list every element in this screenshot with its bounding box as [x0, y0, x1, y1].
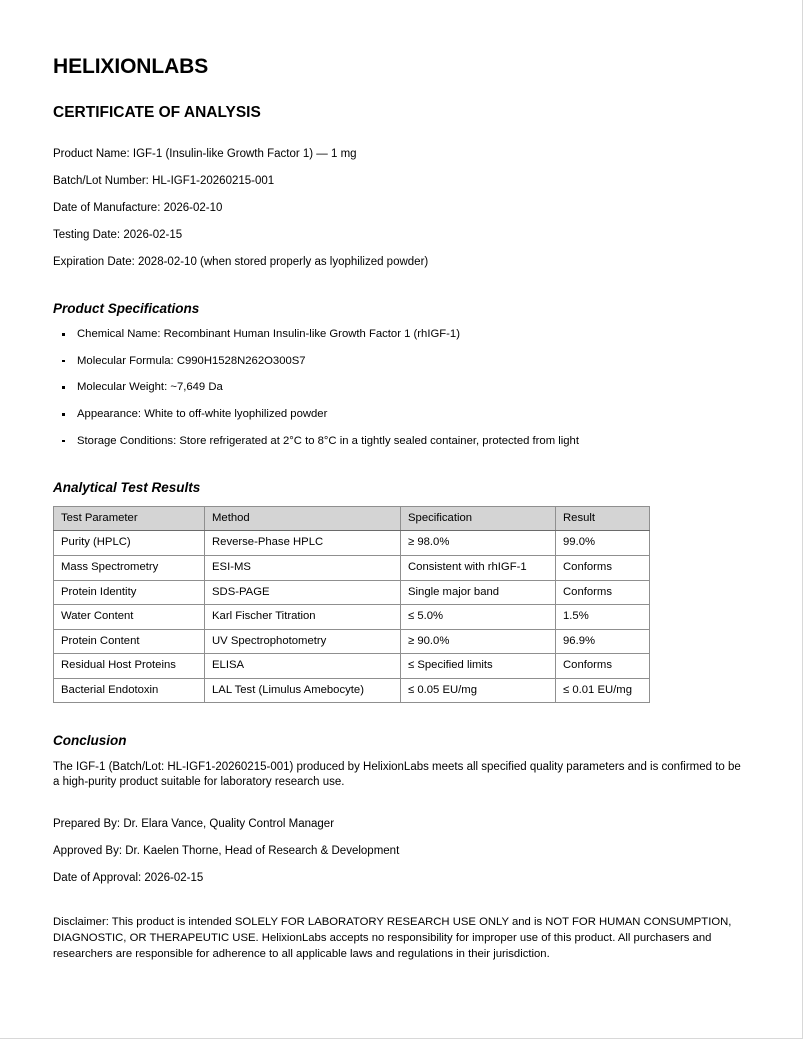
approved-by: Approved By: Dr. Kaelen Thorne, Head of Research & Development [53, 845, 400, 858]
signoff-list [53, 817, 750, 885]
column-header: Result [556, 506, 650, 531]
table-cell: SDS-PAGE [205, 580, 401, 605]
table-cell: Reverse-Phase HPLC [205, 531, 401, 556]
conclusion-text: The IGF-1 (Batch/Lot: HL-IGF1-20260215-001) produced by HelixionLabs meets all specified quality parameters and is confirmed to be a high-purity product suitable for laboratory research use. [53, 760, 741, 789]
analytical-test-results-table [53, 506, 650, 703]
company-name: HELIXIONLABS [53, 55, 209, 78]
table-cell: ≤ Specified limits [401, 654, 556, 679]
table-cell: 96.9% [556, 629, 650, 654]
table-cell: Karl Fischer Titration [205, 605, 401, 630]
document-body [53, 55, 750, 962]
list-item: Storage Conditions: Store refrigerated at 2°C to 8°C in a tightly sealed container, protected from light [53, 434, 750, 448]
product-info-item: Product Name: IGF-1 (Insulin-like Growth Factor 1) — 1 mg [53, 148, 357, 161]
table-cell: Protein Identity [54, 580, 205, 605]
list-item: Molecular Formula: C990H1528N262O300S7 [53, 354, 750, 368]
product-info-item: Expiration Date: 2028-02-10 (when stored properly as lyophilized powder) [53, 255, 429, 268]
table-header-row [54, 506, 650, 531]
table-cell: Water Content [54, 605, 205, 630]
section-heading-conclusion: Conclusion [53, 733, 127, 749]
table-cell: ≤ 0.01 EU/mg [556, 678, 650, 703]
table-cell: Protein Content [54, 629, 205, 654]
table-cell: Purity (HPLC) [54, 531, 205, 556]
page-title: CERTIFICATE OF ANALYSIS [53, 104, 261, 122]
table-cell: Conforms [556, 580, 650, 605]
table-row [54, 629, 650, 654]
column-header: Method [205, 506, 401, 531]
table-row [54, 654, 650, 679]
table-cell: 1.5% [556, 605, 650, 630]
table-cell: ≥ 90.0% [401, 629, 556, 654]
section-heading-product-specifications: Product Specifications [53, 301, 200, 317]
table-cell: ESI-MS [205, 556, 401, 581]
table-cell: Single major band [401, 580, 556, 605]
list-item: Appearance: White to off-white lyophilized powder [53, 407, 750, 421]
product-info-list [53, 147, 750, 269]
column-header: Specification [401, 506, 556, 531]
table-cell: Residual Host Proteins [54, 654, 205, 679]
table-cell: Conforms [556, 654, 650, 679]
product-info-item: Batch/Lot Number: HL-IGF1-20260215-001 [53, 175, 275, 188]
table-row [54, 605, 650, 630]
product-info-item: Testing Date: 2026-02-15 [53, 228, 183, 241]
list-item: Chemical Name: Recombinant Human Insulin-like Growth Factor 1 (rhIGF-1) [53, 327, 750, 341]
disclaimer-text: Disclaimer: This product is intended SOLELY FOR LABORATORY RESEARCH USE ONLY and is NOT FOR HUMAN CONSUMPTION, DIAGNOSTIC, OR THERAPEUTIC USE. HelixionLabs accepts no responsibility for improper use of this product. All purchasers and researchers are responsible for adherence to all applicable laws and regulations in their jurisdiction. [53, 916, 732, 960]
table-cell: ≥ 98.0% [401, 531, 556, 556]
product-specifications-list [53, 327, 750, 448]
table-row [54, 531, 650, 556]
prepared-by: Prepared By: Dr. Elara Vance, Quality Control Manager [53, 818, 335, 831]
table-cell: Conforms [556, 556, 650, 581]
section-heading-analytical-test-results: Analytical Test Results [53, 479, 201, 495]
product-info-item: Date of Manufacture: 2026-02-10 [53, 201, 223, 214]
table-cell: 99.0% [556, 531, 650, 556]
table-row [54, 678, 650, 703]
table-cell: LAL Test (Limulus Amebocyte) [205, 678, 401, 703]
column-header: Test Parameter [54, 506, 205, 531]
table-row [54, 556, 650, 581]
table-cell: ≤ 5.0% [401, 605, 556, 630]
table-row [54, 580, 650, 605]
list-item: Molecular Weight: ~7,649 Da [53, 380, 750, 394]
date-of-approval: Date of Approval: 2026-02-15 [53, 871, 204, 884]
table-cell: Mass Spectrometry [54, 556, 205, 581]
table-cell: ≤ 0.05 EU/mg [401, 678, 556, 703]
table-cell: Consistent with rhIGF-1 [401, 556, 556, 581]
table-cell: ELISA [205, 654, 401, 679]
table-cell: UV Spectrophotometry [205, 629, 401, 654]
table-cell: Bacterial Endotoxin [54, 678, 205, 703]
